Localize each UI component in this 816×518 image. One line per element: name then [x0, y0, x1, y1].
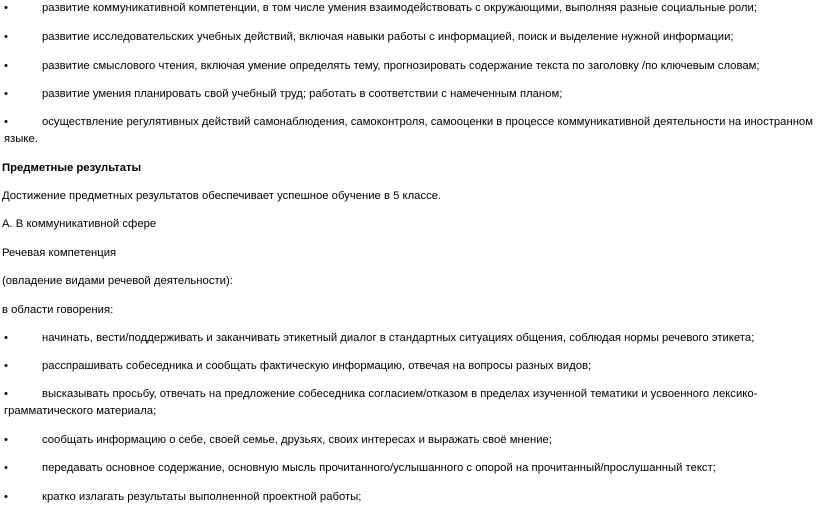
paragraph: Достижение предметных результатов обеспечивает успешное обучение в 5 классе.	[2, 190, 442, 202]
paragraph: А. В коммуникативной сфере	[2, 218, 157, 230]
list-item-text: развитие коммуникативной компетенции, в том числе умения взаимодействовать с окружающими, выполняя разные социальные роли;	[42, 2, 757, 14]
paragraph: в области говорения:	[2, 304, 114, 316]
bullet-marker: •	[4, 360, 8, 372]
list-item-text-continued: грамматического материала;	[4, 405, 157, 417]
list-item-text-continued: языке.	[4, 133, 38, 145]
list-item-text: начинать, вести/поддерживать и заканчивать этикетный диалог в стандартных ситуациях общения, соблюдая нормы речевого этикета;	[42, 332, 755, 344]
list-item-text: кратко излагать результаты выполненной проектной работы;	[42, 491, 362, 503]
bullet-marker: •	[4, 60, 8, 72]
paragraph: (овладение видами речевой деятельности):	[2, 275, 233, 287]
paragraph: Речевая компетенция	[2, 247, 117, 259]
bullet-marker: •	[4, 388, 8, 400]
list-item-text: сообщать информацию о себе, своей семье, друзьях, своих интересах и выражать своё мнение;	[42, 434, 552, 446]
bullet-marker: •	[4, 116, 8, 128]
section-heading: Предметные результаты	[2, 162, 142, 174]
list-item-text: развитие умения планировать свой учебный труд; работать в соответствии с намеченным планом;	[42, 88, 563, 100]
bullet-marker: •	[4, 462, 8, 474]
list-item-text: высказывать просьбу, отвечать на предложение собеседника согласием/отказом в пределах изученной тематики и усвоенного лексико-	[42, 388, 758, 400]
bullet-marker: •	[4, 88, 8, 100]
bullet-marker: •	[4, 31, 8, 43]
list-item-text: расспрашивать собеседника и сообщать фактическую информацию, отвечая на вопросы разных видов;	[42, 360, 592, 372]
list-item-text: осуществление регулятивных действий самонаблюдения, самоконтроля, самооценки в процессе коммуникативной деятельности на иностранном	[42, 116, 813, 128]
bullet-marker: •	[4, 491, 8, 503]
list-item-text: развитие исследовательских учебных действий, включая навыки работы с информацией, поиск и выделение нужной информации;	[42, 31, 734, 43]
bullet-marker: •	[4, 434, 8, 446]
list-item-text: передавать основное содержание, основную мысль прочитанного/услышанного с опорой на прочитанный/прослушанный текст;	[42, 462, 716, 474]
bullet-marker: •	[4, 2, 8, 14]
list-item-text: развитие смыслового чтения, включая умение определять тему, прогнозировать содержание текста по заголовку /по ключевым словам;	[42, 60, 760, 72]
bullet-marker: •	[4, 332, 8, 344]
